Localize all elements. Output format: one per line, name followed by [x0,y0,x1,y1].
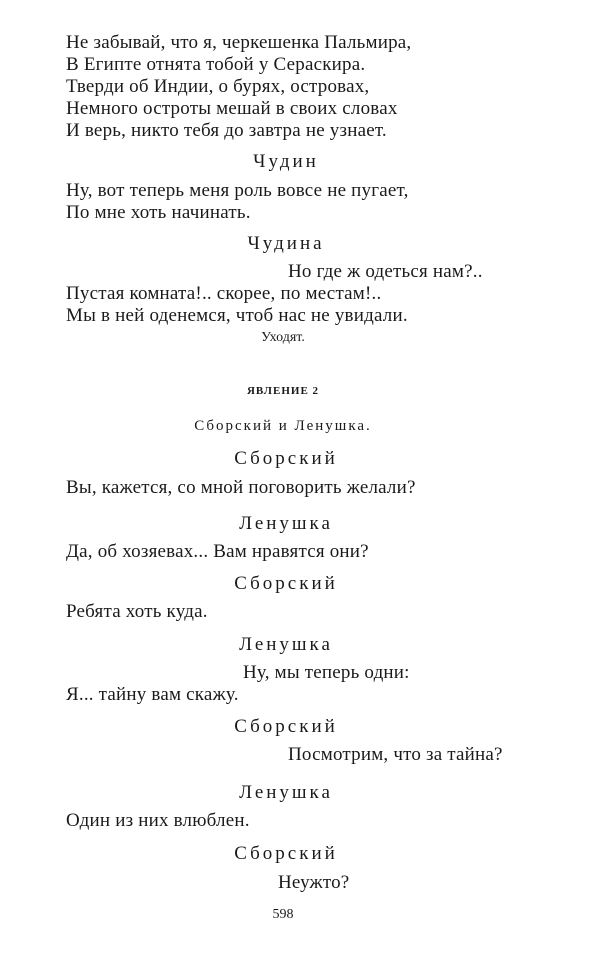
verse-line: И верь, никто тебя до завтра не узнает. [66,120,387,141]
verse-line: Но где ж одеться нам?.. [288,261,483,282]
speaker-name-sborsky: Сборский [234,843,338,864]
verse-line: Не забывай, что я, черкешенка Пальмира, [66,32,412,53]
speaker-name-lenushka: Ленушка [239,513,333,534]
verse-line: Неужто? [278,872,350,893]
speaker-name-lenushka: Ленушка [239,782,333,803]
speaker-name-sborsky: Сборский [234,716,338,737]
verse-line: Один из них влюблен. [66,810,250,831]
scene-heading: ЯВЛЕНИЕ 2 [246,385,320,397]
speaker-name-chudin: Чудин [253,151,319,172]
verse-line: Ребята хоть куда. [66,601,208,622]
stage-direction: Уходят. [261,330,305,345]
verse-line: Пустая комната!.. скорее, по местам!.. [66,283,382,304]
verse-line: Ну, мы теперь одни: [243,662,410,683]
speaker-name-sborsky: Сборский [234,448,338,469]
scene-cast: Сборский и Ленушка. [194,418,372,434]
speaker-name-lenushka: Ленушка [239,634,333,655]
verse-line: Да, об хозяевах... Вам нравятся они? [66,541,369,562]
verse-line: Немного остроты мешай в своих словах [66,98,398,119]
verse-line: По мне хоть начинать. [66,202,251,223]
verse-line: Ну, вот теперь меня роль вовсе не пугает, [66,180,409,201]
verse-line: Я... тайну вам скажу. [66,684,239,705]
verse-line: Мы в ней оденемся, чтоб нас не увидали. [66,305,408,326]
page-number: 598 [272,907,294,922]
verse-line: Тверди об Индии, о бурях, островах, [66,76,370,97]
speaker-name-sborsky: Сборский [234,573,338,594]
verse-line: В Египте отнята тобой у Сераскира. [66,54,366,75]
verse-line: Посмотрим, что за тайна? [288,744,503,765]
verse-line: Вы, кажется, со мной поговорить желали? [66,477,416,498]
speaker-name-chudina: Чудина [247,233,325,254]
